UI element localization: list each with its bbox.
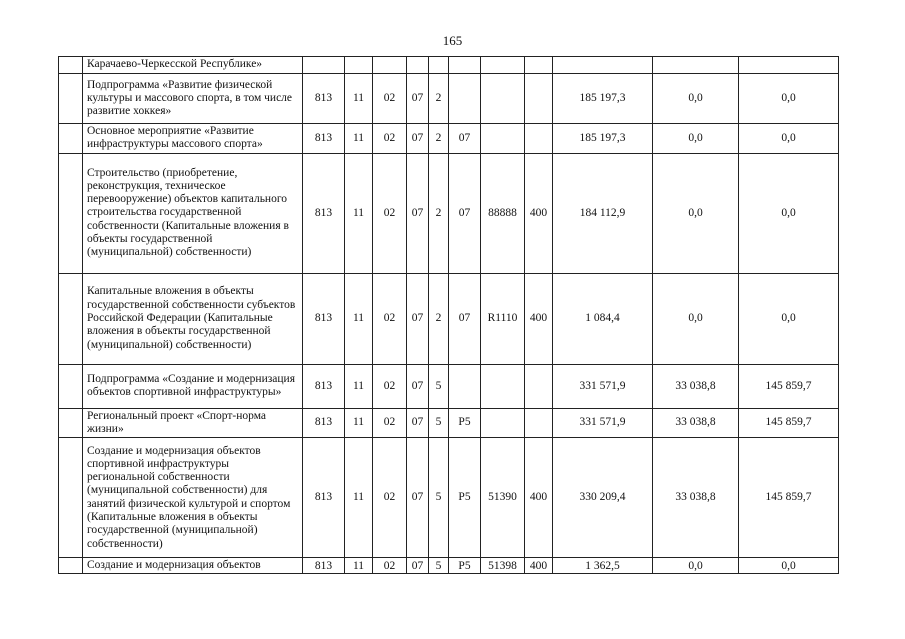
cell-program: 07 [407,558,429,574]
cell-amount-2 [653,57,739,74]
table-row [59,558,839,574]
cell-direction [481,57,525,74]
cell-section: 11 [345,74,373,124]
row-number-cell [59,438,83,558]
cell-expense-type: 400 [525,438,553,558]
cell-expense-type: 400 [525,558,553,574]
cell-amount-1: 185 197,3 [553,74,653,124]
cell-ministry: 813 [303,558,345,574]
cell-amount-3: 0,0 [739,153,839,273]
cell-program: 07 [407,74,429,124]
cell-section: 11 [345,438,373,558]
cell-amount-3: 0,0 [739,558,839,574]
row-name: Региональный проект «Спорт-норма жизни» [83,408,303,438]
row-number-cell [59,74,83,124]
cell-event [449,57,481,74]
row-name: Капитальные вложения в объекты государственной собственности субъектов Российской Федерации (Капитальные вложения в объекты государственной (муниципальной) собственности) [83,273,303,364]
cell-expense-type [525,408,553,438]
cell-amount-1: 330 209,4 [553,438,653,558]
cell-amount-2: 0,0 [653,558,739,574]
row-name: Создание и модернизация объектов [83,558,303,574]
cell-subsection: 02 [373,408,407,438]
cell-subprogram: 5 [429,558,449,574]
cell-subsection [373,57,407,74]
cell-direction [481,408,525,438]
row-number-cell [59,273,83,364]
cell-direction: R1110 [481,273,525,364]
row-name: Создание и модернизация объектов спортивной инфраструктуры региональной собственности (муниципальной собственности) для занятий физической культурой и спортом (Капитальные вложения в объекты государственной (муниципальной) собственности) [83,438,303,558]
cell-event [449,364,481,408]
cell-subsection: 02 [373,364,407,408]
cell-amount-3: 145 859,7 [739,408,839,438]
cell-subprogram [429,57,449,74]
cell-subsection: 02 [373,438,407,558]
cell-amount-2: 0,0 [653,124,739,154]
cell-ministry [303,57,345,74]
cell-expense-type [525,57,553,74]
cell-program: 07 [407,364,429,408]
cell-expense-type: 400 [525,153,553,273]
cell-event: P5 [449,408,481,438]
cell-amount-3 [739,57,839,74]
cell-event: 07 [449,153,481,273]
cell-subsection: 02 [373,124,407,154]
cell-amount-1: 331 571,9 [553,364,653,408]
table-row [59,57,839,74]
cell-amount-1: 185 197,3 [553,124,653,154]
cell-ministry: 813 [303,153,345,273]
cell-event: 07 [449,124,481,154]
cell-amount-3: 0,0 [739,273,839,364]
table-row [59,153,839,273]
cell-subprogram: 2 [429,273,449,364]
cell-program: 07 [407,438,429,558]
cell-event: P5 [449,558,481,574]
cell-subprogram: 2 [429,124,449,154]
cell-ministry: 813 [303,364,345,408]
cell-event: 07 [449,273,481,364]
cell-ministry: 813 [303,273,345,364]
cell-direction [481,364,525,408]
cell-subprogram: 5 [429,364,449,408]
row-number-cell [59,57,83,74]
table-row [59,408,839,438]
cell-amount-3: 145 859,7 [739,438,839,558]
cell-program: 07 [407,124,429,154]
cell-subsection: 02 [373,558,407,574]
cell-section [345,57,373,74]
cell-amount-3: 0,0 [739,74,839,124]
cell-subsection: 02 [373,74,407,124]
cell-amount-2: 0,0 [653,74,739,124]
cell-section: 11 [345,558,373,574]
row-number-cell [59,408,83,438]
cell-ministry: 813 [303,124,345,154]
cell-amount-2: 33 038,8 [653,438,739,558]
row-name: Карачаево-Черкесской Республике» [83,57,303,74]
table-row [59,124,839,154]
row-number-cell [59,364,83,408]
page-number: 165 [442,33,463,48]
cell-amount-2: 33 038,8 [653,408,739,438]
cell-section: 11 [345,124,373,154]
cell-event: P5 [449,438,481,558]
cell-amount-1: 331 571,9 [553,408,653,438]
row-name: Подпрограмма «Развитие физической культуры и массового спорта, в том числе развитие хоккея» [83,74,303,124]
table-row [59,438,839,558]
cell-program [407,57,429,74]
cell-amount-1 [553,57,653,74]
cell-amount-1: 1 362,5 [553,558,653,574]
cell-program: 07 [407,273,429,364]
cell-ministry: 813 [303,74,345,124]
cell-amount-2: 0,0 [653,273,739,364]
cell-section: 11 [345,364,373,408]
cell-amount-1: 184 112,9 [553,153,653,273]
cell-expense-type [525,124,553,154]
table-row [59,273,839,364]
row-name: Строительство (приобретение, реконструкция, техническое перевооружение) объектов капитального строительства государственной собственности (Капитальные вложения в объекты государственной (муниципальной) собственности) [83,153,303,273]
row-name: Основное мероприятие «Развитие инфраструктуры массового спорта» [83,124,303,154]
cell-expense-type [525,364,553,408]
cell-amount-3: 145 859,7 [739,364,839,408]
row-number-cell [59,124,83,154]
row-number-cell [59,153,83,273]
cell-section: 11 [345,408,373,438]
cell-section: 11 [345,273,373,364]
cell-amount-2: 33 038,8 [653,364,739,408]
cell-subprogram: 5 [429,408,449,438]
budget-table [58,56,839,574]
cell-amount-2: 0,0 [653,153,739,273]
cell-direction [481,124,525,154]
cell-expense-type [525,74,553,124]
cell-expense-type: 400 [525,273,553,364]
row-name: Подпрограмма «Создание и модернизация объектов спортивной инфраструктуры» [83,364,303,408]
cell-program: 07 [407,153,429,273]
cell-direction [481,74,525,124]
cell-event [449,74,481,124]
cell-subprogram: 5 [429,438,449,558]
cell-subprogram: 2 [429,74,449,124]
cell-subsection: 02 [373,273,407,364]
cell-ministry: 813 [303,438,345,558]
row-number-cell [59,558,83,574]
table-row [59,74,839,124]
cell-program: 07 [407,408,429,438]
cell-direction: 51398 [481,558,525,574]
cell-ministry: 813 [303,408,345,438]
cell-direction: 88888 [481,153,525,273]
table-row [59,364,839,408]
cell-amount-1: 1 084,4 [553,273,653,364]
cell-amount-3: 0,0 [739,124,839,154]
cell-section: 11 [345,153,373,273]
cell-subsection: 02 [373,153,407,273]
cell-subprogram: 2 [429,153,449,273]
cell-direction: 51390 [481,438,525,558]
